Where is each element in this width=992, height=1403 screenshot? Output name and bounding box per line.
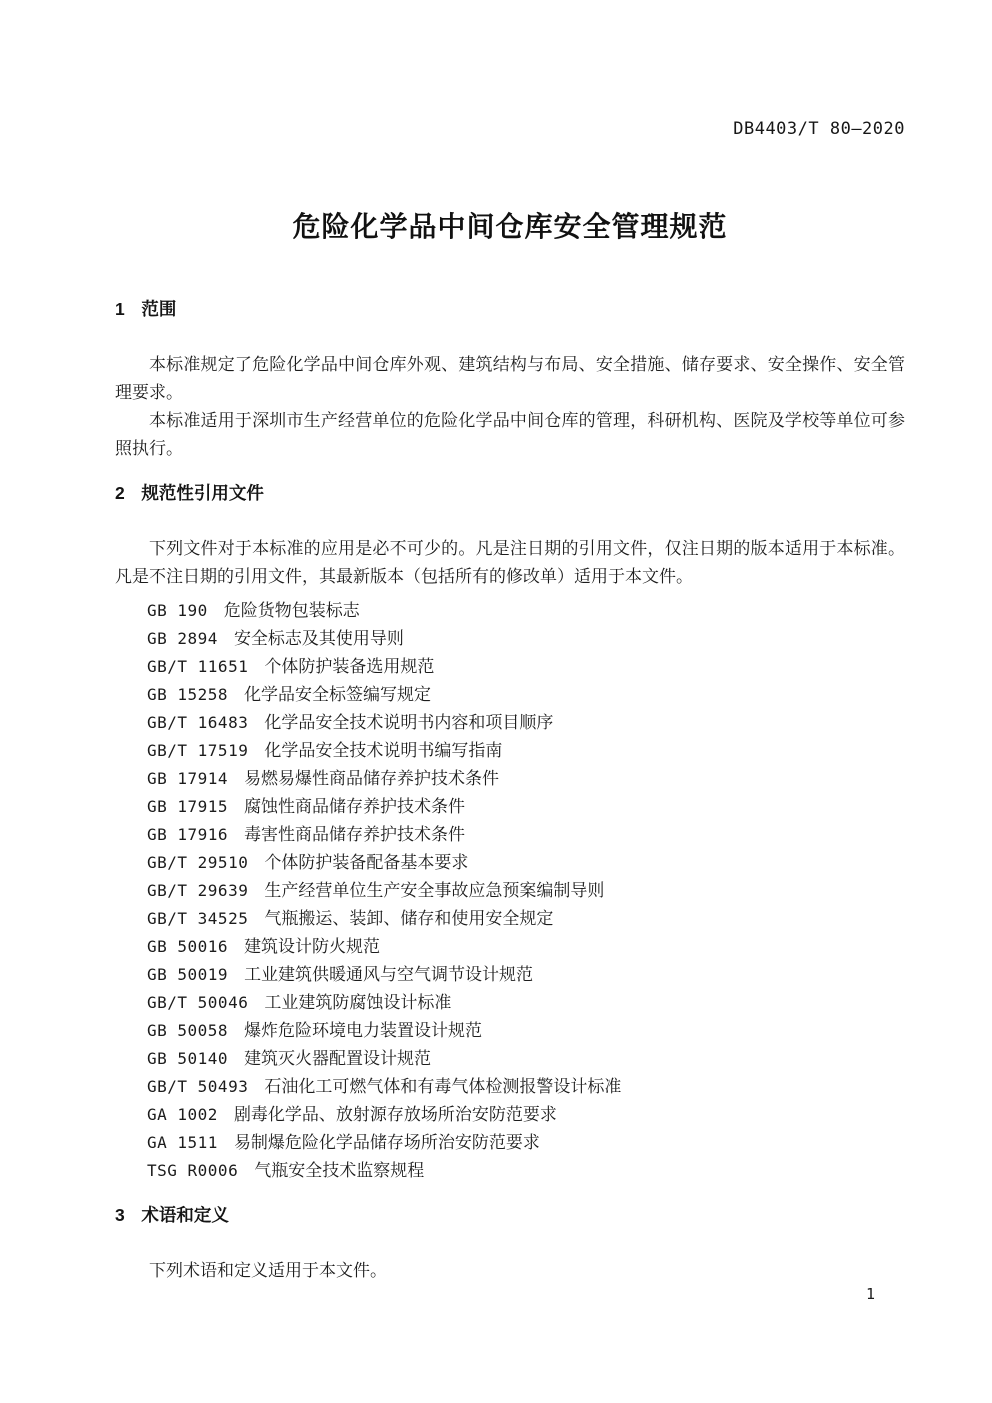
reference-item [147,653,905,681]
reference-code: GB 17914 [147,769,229,788]
reference-code: GB/T 11651 [147,657,249,676]
reference-title: 剧毒化学品、放射源存放场所治安防范要求 [233,1105,557,1124]
page-number: 1 [866,1285,876,1303]
reference-code: GB 50140 [147,1049,229,1068]
section-1-paragraph-1: 本标准规定了危险化学品中间仓库外观、建筑结构与布局、安全措施、储存要求、安全操作、安全管理要求。 [115,355,905,402]
reference-title: 建筑灭火器配置设计规范 [244,1049,432,1068]
reference-code: GB/T 29510 [147,853,249,872]
reference-code: GB 17916 [147,825,229,844]
reference-title: 气瓶安全技术监察规程 [254,1161,425,1180]
section-2-intro-paragraph: 下列文件对于本标准的应用是必不可少的。凡是注日期的引用文件，仅注日期的版本适用于本标准。凡是不注日期的引用文件，其最新版本（包括所有的修改单）适用于本文件。 [115,539,905,586]
reference-title: 生产经营单位生产安全事故应急预案编制导则 [264,881,605,900]
section-1-heading [115,297,905,321]
reference-item [147,737,905,765]
reference-title: 个体防护装备配备基本要求 [264,853,469,872]
reference-item [147,877,905,905]
reference-title: 易燃易爆性商品储存养护技术条件 [244,769,500,788]
reference-title: 建筑设计防火规范 [244,937,381,956]
reference-item [147,1073,905,1101]
reference-code: GB/T 16483 [147,713,249,732]
reference-code: GB 17915 [147,797,229,816]
reference-code: GB 2894 [147,629,218,648]
reference-code: GB 190 [147,601,208,620]
reference-code: GB/T 17519 [147,741,249,760]
reference-code: GA 1002 [147,1105,218,1124]
reference-title: 爆炸危险环境电力装置设计规范 [244,1021,483,1040]
reference-item [147,765,905,793]
reference-title: 个体防护装备选用规范 [264,657,435,676]
section-1-title: 范围 [141,299,177,319]
reference-title: 石油化工可燃气体和有毒气体检测报警设计标准 [264,1077,622,1096]
reference-code: GB 50058 [147,1021,229,1040]
reference-code: GA 1511 [147,1133,218,1152]
section-3-paragraph-1: 下列术语和定义适用于本文件。 [149,1261,387,1280]
reference-item [147,681,905,709]
reference-item [147,989,905,1017]
reference-item [147,1045,905,1073]
reference-title: 腐蚀性商品储存养护技术条件 [244,797,466,816]
reference-title: 工业建筑供暖通风与空气调节设计规范 [244,965,534,984]
section-1-number: 1 [115,299,125,319]
reference-title: 化学品安全标签编写规定 [244,685,432,704]
section-3-heading [115,1203,905,1227]
reference-item [147,1157,905,1185]
reference-code: GB/T 50046 [147,993,249,1012]
reference-item [147,821,905,849]
section-2-number: 2 [115,483,125,503]
reference-code: TSG R0006 [147,1161,239,1180]
reference-title: 气瓶搬运、装卸、储存和使用安全规定 [264,909,554,928]
reference-code: GB/T 50493 [147,1077,249,1096]
reference-item [147,1101,905,1129]
reference-title: 安全标志及其使用导则 [233,629,404,648]
reference-code: GB/T 29639 [147,881,249,900]
reference-item [147,793,905,821]
doc-number: DB4403/T 80—2020 [733,119,905,139]
reference-item [147,1017,905,1045]
reference-item [147,933,905,961]
reference-code: GB 50019 [147,965,229,984]
reference-title: 危险货物包装标志 [223,601,360,620]
reference-item [147,905,905,933]
reference-item [147,849,905,877]
reference-title: 工业建筑防腐蚀设计标准 [264,993,452,1012]
reference-title: 毒害性商品储存养护技术条件 [244,825,466,844]
reference-title: 易制爆危险化学品储存场所治安防范要求 [233,1133,540,1152]
reference-item [147,625,905,653]
reference-title: 化学品安全技术说明书内容和项目顺序 [264,713,554,732]
section-2-title: 规范性引用文件 [141,483,264,503]
section-3-title: 术语和定义 [141,1205,229,1225]
reference-title: 化学品安全技术说明书编写指南 [264,741,503,760]
document-title: 危险化学品中间仓库安全管理规范 [292,211,728,242]
reference-code: GB 50016 [147,937,229,956]
reference-item [147,597,905,625]
reference-item [147,961,905,989]
reference-item [147,709,905,737]
normative-references-list [115,597,905,1185]
reference-code: GB/T 34525 [147,909,249,928]
section-2-heading [115,481,905,505]
section-3-number: 3 [115,1205,125,1225]
reference-item [147,1129,905,1157]
section-1-paragraph-2: 本标准适用于深圳市生产经营单位的危险化学品中间仓库的管理，科研机构、医院及学校等单位可参照执行。 [115,411,905,458]
reference-code: GB 15258 [147,685,229,704]
